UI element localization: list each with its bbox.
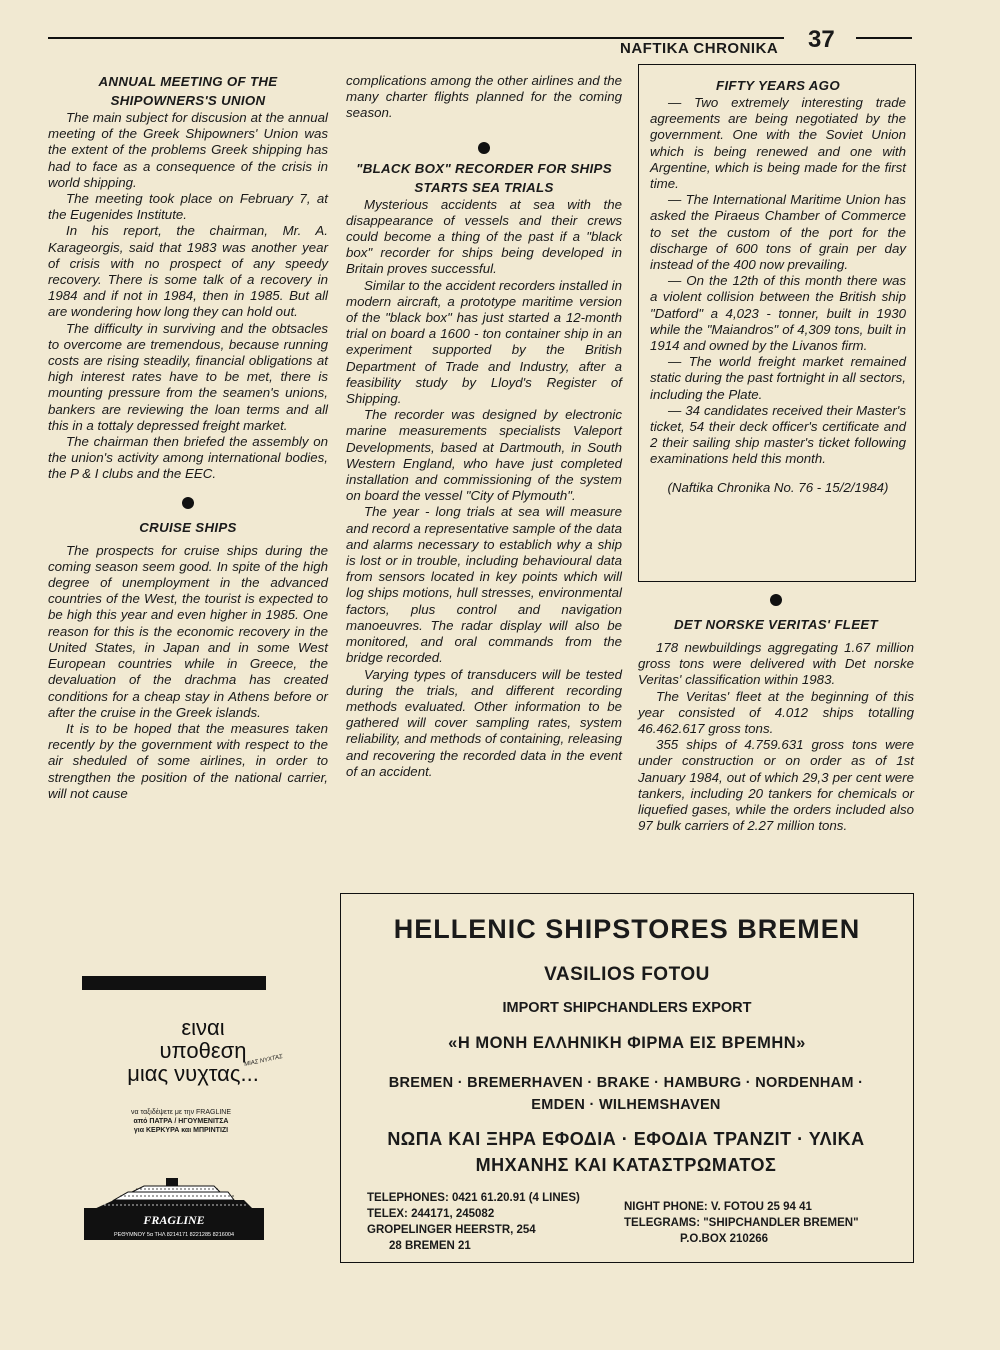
black-box-title-line2: STARTS SEA TRIALS [414,179,554,195]
ad-cities-line1: BREMEN · BREMERHAVEN · BRAKE · HAMBURG · NORDENHAM · [388,1075,864,1091]
continued-paragraph: complications among the other airlines and the many charter flights planned for the coming season. [346,73,622,121]
fragline-slogan-line2: υποθεση [159,1038,247,1063]
page-number: 37 [808,26,835,53]
header-rule-right [856,37,912,39]
fragline-info [96,1108,266,1135]
ad-contact-block [367,1190,580,1254]
hellenic-shipstores-ad [340,893,914,1263]
fragline-slogan-line3: μιας νυχτας... [127,1061,259,1086]
fifty-paragraph-1: — Two extremely interesting trade agreements are being negotiated by the government. One with the Soviet Union which is being renewed and one with Argentine, which is being made for the first time. [650,95,906,192]
section-bullet [182,497,194,509]
section-bullet [770,594,782,606]
ad-owner-name: VASILIOS FOTOU [544,964,710,985]
fragline-info-line3: για ΚΕΡΚΥΡΑ και ΜΠΡΙΝΤΙΖΙ [133,1127,229,1134]
header-rule-left [48,37,784,39]
annual-paragraph-2: The meeting took place on February 7, at the Eugenides Institute. [48,191,328,223]
ad-telex: TELEX: 244171, 245082 [367,1208,495,1220]
ad-night-phone: NIGHT PHONE: V. FOTOU 25 94 41 [624,1201,812,1213]
fifty-paragraph-5: — 34 candidates received their Master's ticket, 54 their deck officer's certificate and 2 their sailing ship master's ticket following examinations held this month. [650,402,906,467]
ad-provisions-line1: ΝΩΠΑ ΚΑΙ ΞΗΡΑ ΕΦΟΔΙΑ · ΕΦΟΔΙΑ ΤΡΑΝΖΙΤ · ΥΛΙΚΑ [387,1129,865,1149]
black-box-paragraph-5: Varying types of transducers will be tested during the trials, and different recording methods evaluated. Other information to be gathered will cover sampling rates, system reliability, and methods of containing, releasing and recovering the recorded data in the event of an accident. [346,666,622,779]
cruise-ships-title: CRUISE SHIPS [139,519,237,535]
fragline-stamp: ΜΙΑΣ ΝΥΧΤΑΣ [243,1054,284,1068]
black-box-paragraph-1: Mysterious accidents at sea with the disappearance of vessels and their crews could become a thing of the past if a "black box" recorder for ships being developed in Britain proves successful. [346,196,622,277]
fifty-years-ago-content [650,76,906,496]
fragline-logo [84,1170,264,1240]
ad-provisions [351,1126,901,1178]
cruise-paragraph-2: It is to be hoped that the measures taken recently by the government with respect to the air sheduled of some airlines, in order to strengthen the position of the national carrier, will not cause [48,720,328,801]
column-2 [346,73,622,780]
ad-title: HELLENIC SHIPSTORES BREMEN [393,914,861,944]
dnv-paragraph-1: 178 newbuildings aggregating 1.67 million gross tons were delivered with Det norske Veritas' classification within 1983. [638,640,914,688]
ad-telegrams: TELEGRAMS: "SHIPCHANDLER BREMEN" [624,1217,859,1229]
section-bullet [478,142,490,154]
fragline-brand: FRAGLINE [143,1213,205,1227]
fragline-slogan [118,1016,288,1085]
ad-pobox: P.O.BOX 210266 [680,1233,769,1245]
ad-trade-line: IMPORT SHIPCHANDLERS EXPORT [502,1000,752,1016]
fragline-top-bar [82,976,266,990]
fragline-slogan-line1: ειναι [181,1015,225,1040]
annual-meeting-title-line1: ANNUAL MEETING OF THE [98,74,278,89]
annual-paragraph-4: The difficulty in surviving and the obtsacles to overcome are tremendous, because running costs are rising steadily, financial obligations at high interest rates have to be met, there is mounting pressure from the seamen's unions, bankers are reviewing the loan terms and all this in a tottaly depressed freight market. [48,320,328,433]
dnv-paragraph-2: The Veritas' fleet at the beginning of this year consisted of 4.012 ships totalling 46.462.617 gross tons. [638,688,914,737]
dnv-title: DET NORSKE VERITAS' FLEET [674,617,878,632]
ad-night-block [624,1199,859,1247]
ad-greek-slogan: «Η ΜΟΝΗ ΕΛΛΗΝΙΚΗ ΦΙΡΜΑ ΕΙΣ ΒΡΕΜΗΝ» [448,1034,806,1052]
ferry-ship-icon [84,1170,264,1240]
ad-city: 28 BREMEN 21 [389,1240,471,1252]
fragline-info-line2: από ΠΑΤΡΑ / ΗΓΟΥΜΕΝΙΤΣΑ [133,1118,229,1125]
ad-telephones: TELEPHONES: 0421 61.20.91 (4 LINES) [367,1192,580,1204]
fragline-address: ΡΕΘΥΜΝΟΥ 5α ΤΗΛ 8214171 8221285 8216004 [113,1232,235,1238]
black-box-paragraph-4: The year - long trials at sea will measure and record a representative sample of the data and alarms necessary to establich why a ship is lost or in trouble, including behavioural data from sensors located in key points which will log ships motions, hull stresses, environmental factors, plus control and navigation manoeuvres. The radar display will also be monitored, and oral commands from the bridge recorded. [346,504,622,666]
annual-meeting-title-line2: SHIPOWNERS'S UNION [110,93,266,108]
column-1 [48,72,328,802]
annual-paragraph-5: The chairman then briefed the assembly on the union's activity among international bodies, the P & I clubs and the EEC. [48,434,328,482]
black-box-paragraph-2: Similar to the accident recorders installed in modern aircraft, a prototype maritime version of the "black box" has just started a 12-month trial on board a 1600 - ton container ship in an experiment supported by the British Department of Trade and Industry, after a feasibility study by Lloyd's Register of Shipping. [346,277,622,407]
fifty-years-ago-title: FIFTY YEARS AGO [716,78,840,93]
ad-provisions-line2: ΜΗΧΑΝΗΣ ΚΑΙ ΚΑΤΑΣΤΡΩΜΑΤΟΣ [475,1155,777,1175]
fragline-info-line1: να ταξιδέψετε με την FRAGLINE [130,1109,232,1116]
dnv-section [638,594,914,834]
fifty-paragraph-4: — The world freight market remained static during the past fortnight in all sectors, including the Plate. [650,354,906,402]
fifty-paragraph-3: — On the 12th of this month there was a violent collision between the British ship "Datford" a 4,023 - tonner, built in 1930 while the "Maiandros" of 4,309 tons, built in 1914 and owned by the Livanos firm. [650,273,906,354]
fifty-source: (Naftika Chronika No. 76 - 15/2/1984) [667,479,889,495]
ad-cities [361,1072,891,1116]
ad-street: GROPELINGER HEERSTR, 254 [367,1224,536,1236]
annual-paragraph-1: The main subject for discusion at the annual meeting of the Greek Shipowners' Union was the extent of the problems Greek shipping has had to face as a consequence of the crisis in world shipping. [48,110,328,190]
fifty-paragraph-2: — The International Maritime Union has asked the Piraeus Chamber of Commerce to set the custom of the port for the discharge of 600 tons of grain per day instead of the 400 now prevailing. [650,192,906,273]
ad-cities-line2: EMDEN · WILHEMSHAVEN [531,1097,721,1113]
dnv-paragraph-3: 355 ships of 4.759.631 gross tons were under construction or on order as of 1st January 1984, out of which 29,3 per cent were tankers, including 20 tankers for chemicals or liquefied gases, while the orders included also 97 bulk carriers of 2.27 million tons. [638,737,914,834]
publication-name: NAFTIKA CHRONIKA [620,40,779,57]
cruise-paragraph-1: The prospects for cruise ships during the coming season seem good. In spite of the high degree of unemployment in the advanced countries of the West, the tourist is expected to be high this year and even higher in 1985. One reason for this is the economic recovery in the United States, in Japan and in some West European countries while in Greece, the devaluation of the drachma has created conditions for a cheap stay in Athens before or after the cruise in the Greek islands. [48,542,328,720]
annual-paragraph-3: In his report, the chairman, Mr. A. Karageorgis, said that 1983 was another year of crisis with no prospect of any speedy recovery. There is some talk of a recovery in 1984 and if not in 1984, then in 1985. But all are wondering how long they can hold out. [48,223,328,320]
black-box-title-line1: "BLACK BOX" RECORDER FOR SHIPS [356,160,612,176]
black-box-paragraph-3: The recorder was designed by electronic marine measurements specialists Valeport Developments, based at Dartmouth, in South Western England, who have just completed installation and commissioning of the system on board the vessel "City of Plymouth". [346,407,622,504]
